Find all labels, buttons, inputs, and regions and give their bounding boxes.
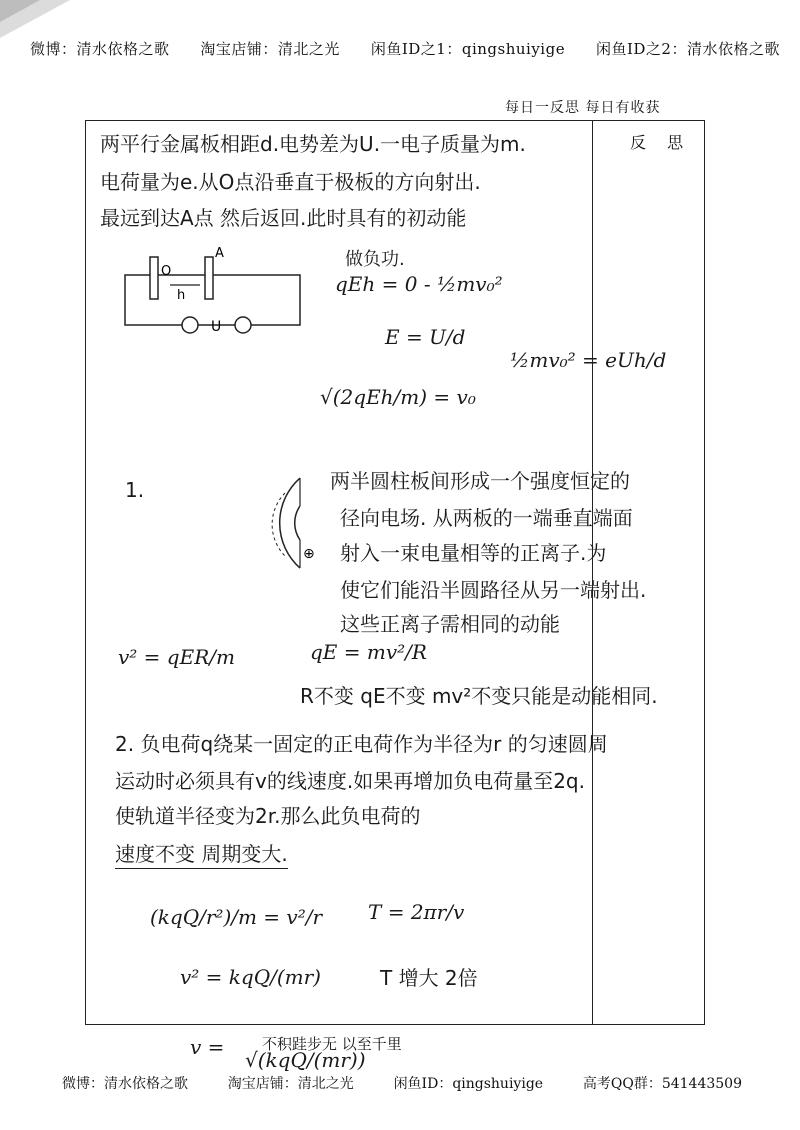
q3-eq3: v² = kqQ/(mr) (180, 965, 321, 989)
q1-work-label: 做负功. (345, 249, 405, 270)
page-header (30, 38, 780, 59)
header-weibo: 微博：清水依格之歌 (30, 40, 170, 58)
q1-line1: 两平行金属板相距d.电势差为U.一电子质量为m. (100, 132, 526, 156)
scan-corner-mark (0, 0, 70, 40)
footer-weibo: 微博：清水依格之歌 (62, 1076, 188, 1092)
footer-qq: 高考QQ群：541443509 (582, 1076, 742, 1092)
q2-plus-label: ⊕ (303, 546, 315, 562)
q2-side-note: v² = qER/m (118, 645, 235, 669)
q1-eq1: qEh = 0 - ½mv₀² (335, 272, 503, 296)
circuit-label-u: U (211, 319, 222, 335)
header-xianyu2: 闲鱼ID之2：清水依格之歌 (595, 40, 780, 58)
footer-xianyu: 闲鱼ID：qingshuiyige (393, 1076, 544, 1092)
q3-eq2: T = 2πr/v (368, 900, 465, 924)
q2-semicircle-diagram (225, 468, 335, 578)
slogan: 不积跬步无 以至千里 (262, 1035, 402, 1053)
q1-line3: 最远到达A点 然后返回.此时具有的初动能 (100, 206, 467, 230)
q2-line5: 这些正离子需相同的动能 (340, 612, 560, 636)
q3-line2: 运动时必须具有v的线速度.如果再增加负电荷量至2q. (115, 769, 585, 793)
q1-circuit-diagram (115, 245, 315, 355)
q1-eq2: E = U/d (385, 325, 466, 349)
q3-eq4-prefix: v = (190, 1035, 225, 1059)
page-footer (62, 1073, 742, 1093)
reflection-column-divider (592, 120, 593, 1025)
circuit-label-a: A (215, 246, 224, 261)
q2-line4: 使它们能沿半圆路径从另一端射出. (340, 578, 647, 602)
q3-eq1: (kqQ/r²)/m = v²/r (150, 905, 323, 929)
header-xianyu1: 闲鱼ID之1：qingshuiyige (370, 40, 566, 58)
q3-line1: 2. 负电荷q绕某一固定的正电荷作为半径为r 的匀速圆周 (115, 732, 608, 756)
q3-conclusion: T 增大 2倍 (380, 966, 478, 990)
q3-answer (115, 838, 288, 867)
footer-taobao: 淘宝店铺：清北之光 (227, 1076, 354, 1092)
q2-line2: 径向电场. 从两板的一端垂直端面 (340, 506, 633, 530)
q1-line2: 电荷量为e.从O点沿垂直于极板的方向射出. (100, 170, 481, 194)
header-taobao: 淘宝店铺：清北之光 (200, 40, 340, 58)
reflection-heading: 反 思 (630, 133, 692, 152)
circuit-label-h: h (177, 288, 186, 303)
circuit-label-o: O (161, 264, 172, 279)
q1-eq3: ½mv₀² = eUh/d (510, 348, 667, 372)
q2-conclusion: R不变 qE不变 mv²不变只能是动能相同. (300, 684, 658, 708)
q3-answer-text: 速度不变 周期变大. (115, 842, 288, 869)
q2-number: 1. (125, 478, 145, 502)
q3-eq4: √(kqQ/(mr)) (245, 1048, 366, 1072)
q3-line3: 使轨道半径变为2r.那么此负电荷的 (115, 804, 421, 828)
q2-line1: 两半圆柱板间形成一个强度恒定的 (330, 469, 630, 493)
q1-eq4: √(2qEh/m) = v₀ (320, 385, 476, 409)
motto: 每日一反思 每日有收获 (505, 100, 661, 116)
q2-eq1: qE = mv²/R (310, 640, 427, 664)
q2-line3: 射入一束电量相等的正离子.为 (340, 541, 607, 565)
